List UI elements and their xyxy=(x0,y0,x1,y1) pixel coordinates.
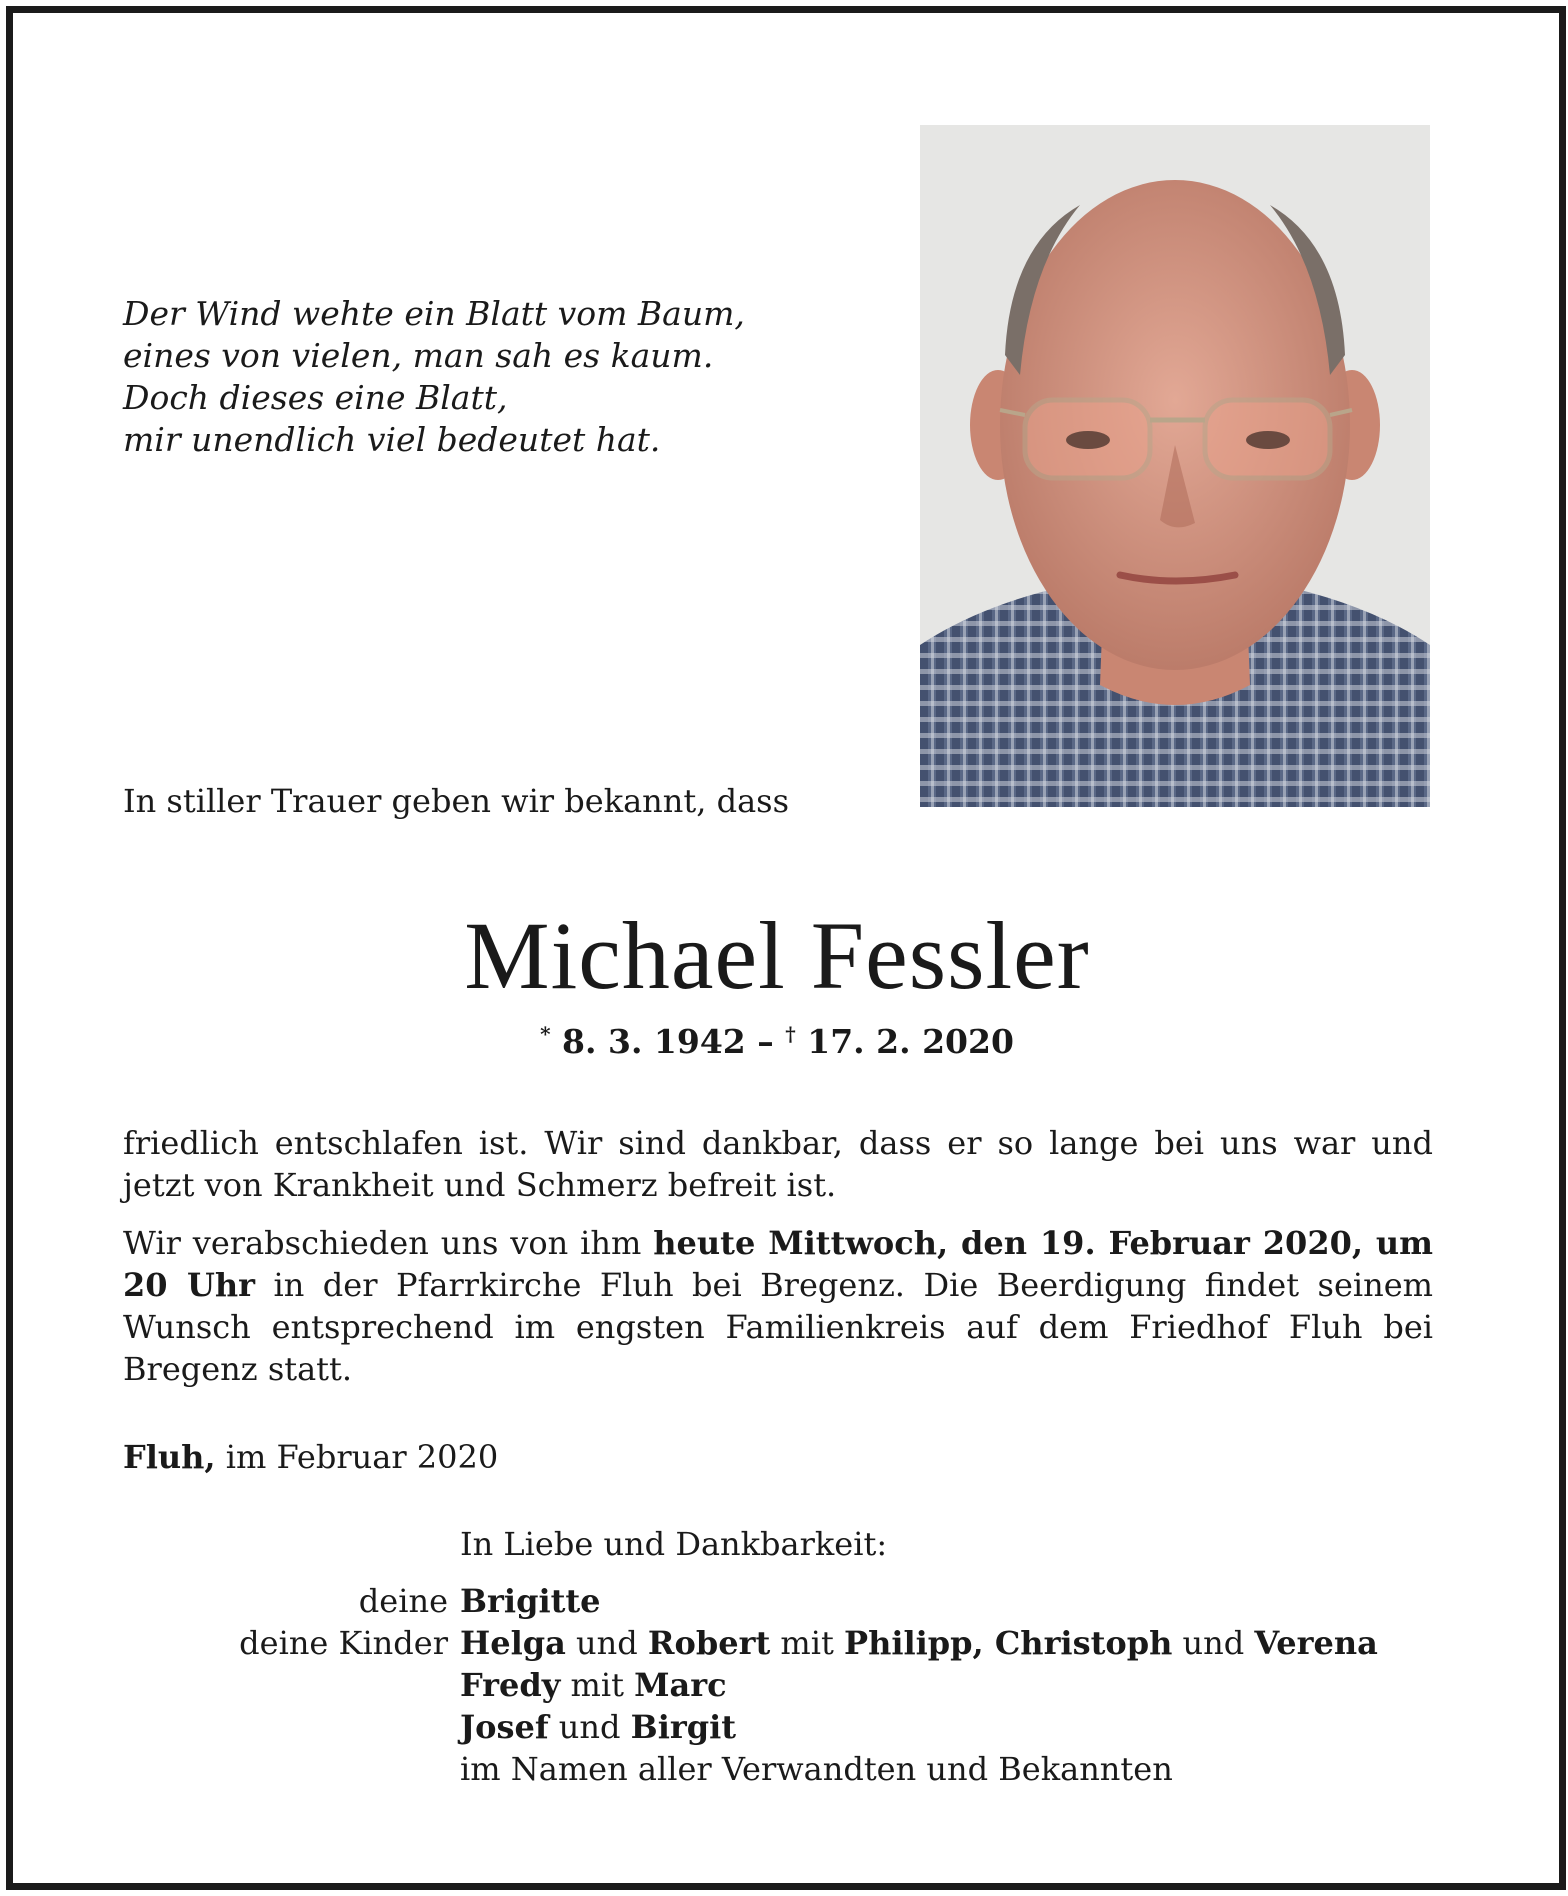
place-month: im Februar 2020 xyxy=(215,1438,499,1476)
place-name: Fluh, xyxy=(123,1438,216,1476)
mourner-name: Josef xyxy=(460,1708,549,1746)
portrait-photo xyxy=(920,125,1430,807)
deceased-name: Michael Fessler xyxy=(464,902,1090,1009)
place-date xyxy=(123,1438,498,1476)
connector-text: mit xyxy=(560,1666,635,1704)
signature-closing: im Namen aller Verwandten und Bekannten xyxy=(460,1750,1173,1788)
connector-text: mit xyxy=(770,1624,844,1662)
funeral-date-time: heute Mittwoch, den 19. Februar 2020, um 20 Uhr xyxy=(123,1224,1433,1304)
connector-text: und xyxy=(1172,1624,1255,1662)
paragraph-funeral xyxy=(123,1222,1433,1390)
mourner-name: Marc xyxy=(634,1666,727,1704)
signature-row-family-fredy xyxy=(0,1666,1554,1708)
mourner-name: Fredy xyxy=(460,1666,561,1704)
paragraph-passing: friedlich entschlafen ist. Wir sind dankbar, dass er so lange bei uns war und jetzt von Krankheit und Schmerz befreit ist. xyxy=(123,1124,1433,1204)
poem-line: mir unendlich viel bedeutet hat. xyxy=(123,420,661,459)
mourner-name: Philipp, Christoph xyxy=(844,1624,1173,1662)
mourner-name: Verena xyxy=(1254,1624,1378,1662)
announcement-intro: In stiller Trauer geben wir bekannt, dass xyxy=(123,782,789,820)
birth-date: 8. 3. 1942 – xyxy=(562,1022,774,1061)
signature-names xyxy=(460,1582,601,1620)
signature-names xyxy=(460,1708,736,1746)
signature-label: deine xyxy=(358,1582,448,1620)
signature-row-family-josef xyxy=(0,1708,1554,1750)
funeral-text: in der Pfarrkirche Fluh bei Bregenz. Die Beerdigung findet seinem Wunsch entsprechend im engsten Familienkreis auf dem Friedhof Fluh bei Bregenz statt. xyxy=(123,1266,1434,1388)
signature-names xyxy=(460,1666,727,1704)
poem-line: Doch dieses eine Blatt, xyxy=(123,378,508,417)
signature-label: deine Kinder xyxy=(239,1624,448,1662)
poem-line: eines von vielen, man sah es kaum. xyxy=(123,336,714,375)
funeral-text: Wir verabschieden uns von ihm xyxy=(123,1224,654,1262)
poem-line: Der Wind wehte ein Blatt vom Baum, xyxy=(123,294,745,333)
mourner-name: Birgit xyxy=(630,1708,737,1746)
signature-row-spouse xyxy=(0,1582,1554,1624)
signature-heading: In Liebe und Dankbarkeit: xyxy=(460,1525,888,1563)
connector-text: und xyxy=(565,1624,648,1662)
signature-names xyxy=(460,1624,1378,1662)
mourner-name: Helga xyxy=(460,1624,566,1662)
signature-row-relatives xyxy=(0,1750,1554,1792)
death-date: 17. 2. 2020 xyxy=(807,1022,1014,1061)
death-symbol: † xyxy=(785,1022,796,1046)
memorial-poem xyxy=(123,293,745,461)
life-dates xyxy=(0,1022,1554,1061)
connector-text: und xyxy=(548,1708,631,1746)
birth-symbol: * xyxy=(540,1022,551,1046)
signature-row-children xyxy=(0,1624,1554,1666)
mourner-name: Brigitte xyxy=(460,1582,601,1620)
mourner-name: Robert xyxy=(647,1624,771,1662)
